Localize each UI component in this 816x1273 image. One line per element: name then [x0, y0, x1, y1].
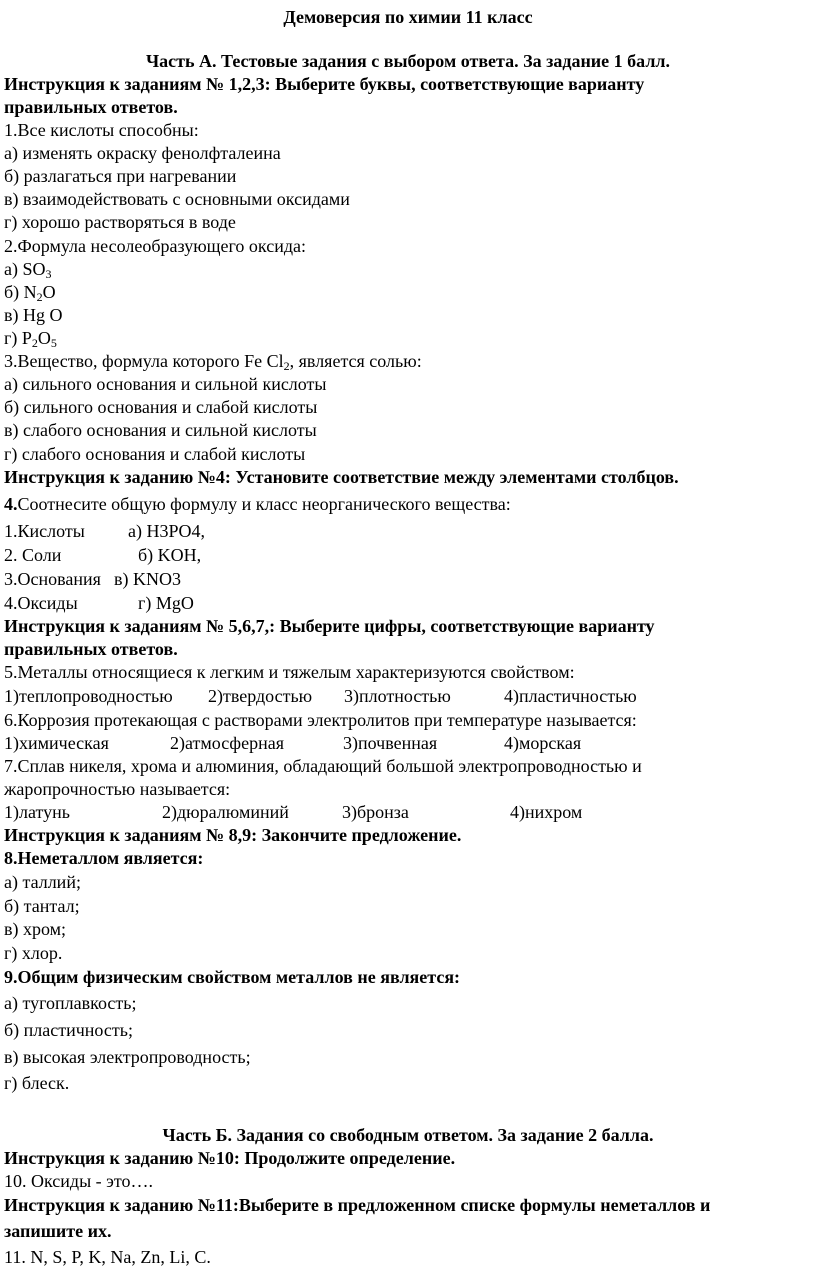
question-11: 11. N, S, P, K, Na, Zn, Li, C.	[4, 1247, 211, 1267]
question-9: 9.Общим физическим свойством металлов не является:	[4, 967, 461, 987]
q4-row-2: 2. Соли б) KOH,	[4, 545, 202, 565]
instruction-8-9: Инструкция к заданиям № 8,9: Закончите предложение.	[4, 825, 462, 845]
q8-option-d: г) хлор.	[4, 943, 63, 963]
q7-options: 1)латунь 2)дюралюминий 3)бронза 4)нихром	[4, 802, 583, 822]
question-1: 1.Все кислоты способны:	[4, 120, 199, 140]
document-title: Демоверсия по химии 11 класс	[283, 7, 533, 27]
q5-options: 1)теплопроводностью 2)твердостью 3)плотностью 4)пластичностью	[4, 686, 637, 706]
question-4: 4.Соотнесите общую формулу и класс неорганического вещества:	[4, 494, 511, 514]
question-6: 6.Коррозия протекающая с растворами электролитов при температуре называется:	[4, 710, 637, 730]
instruction-1-3: Инструкция к заданиям № 1,2,3: Выберите буквы, соответствующие варианту	[4, 74, 645, 94]
question-7: 7.Сплав никеля, хрома и алюминия, обладающий большой электропроводностью и	[4, 756, 642, 776]
q2-option-d: г) $P_2O_5$	[4, 328, 57, 350]
question-5: 5.Металлы относящиеся к легким и тяжелым характеризуются свойством:	[4, 662, 575, 682]
q1-option-b: б) разлагаться при нагревании	[4, 166, 237, 186]
q9-option-d: г) блеск.	[4, 1073, 70, 1093]
question-3: 3.Вещество, формула которого Fe $Cl_2$, является солью:	[4, 351, 422, 373]
instruction-10: Инструкция к заданию №10: Продолжите определение.	[4, 1148, 456, 1168]
q3-option-d: г) слабого основания и слабой кислоты	[4, 444, 306, 464]
instruction-5-7-cont: правильных ответов.	[4, 639, 178, 659]
question-2: 2.Формула несолеобразующего оксида:	[4, 236, 306, 256]
q2-option-a: а) $SO_3$	[4, 259, 52, 281]
q3-option-a: а) сильного основания и сильной кислоты	[4, 374, 327, 394]
q9-option-a: а) тугоплавкость;	[4, 993, 137, 1013]
q8-option-b: б) тантал;	[4, 896, 80, 916]
q8-option-c: в) хром;	[4, 919, 67, 939]
instruction-5-7: Инструкция к заданиям № 5,6,7,: Выберите цифры, соответствующие варианту	[4, 616, 655, 636]
q6-options: 1)химическая 2)атмосферная 3)почвенная 4)морская	[4, 733, 582, 753]
question-8: 8.Неметаллом является:	[4, 848, 204, 868]
instruction-4: Инструкция к заданию №4: Установите соответствие между элементами столбцов.	[4, 467, 679, 487]
q1-option-c: в) взаимодействовать с основными оксидами	[4, 189, 350, 209]
part-a-header: Часть А. Тестовые задания с выбором ответа. За задание 1 балл.	[145, 51, 671, 71]
instruction-11: Инструкция к заданию №11:Выберите в предложенном списке формулы неметаллов и	[4, 1195, 711, 1215]
q2-option-b: б) $N_2O$	[4, 282, 56, 304]
q4-row-4: 4.Оксиды г) MgO	[4, 593, 194, 613]
q1-option-d: г) хорошо растворяться в воде	[4, 212, 236, 232]
instruction-1-3-cont: правильных ответов.	[4, 97, 178, 117]
q3-option-b: б) сильного основания и слабой кислоты	[4, 397, 318, 417]
instruction-11-cont: запишите их.	[4, 1221, 112, 1241]
q1-option-a: а) изменять окраску фенолфталеина	[4, 143, 281, 163]
q9-option-c: в) высокая электропроводность;	[4, 1047, 251, 1067]
q9-option-b: б) пластичность;	[4, 1020, 133, 1040]
q4-row-1: 1.Кислоты а) H3PO4,	[4, 521, 205, 541]
question-10: 10. Оксиды - это….	[4, 1171, 154, 1191]
question-7-cont: жаропрочностью называется:	[4, 779, 231, 799]
q4-row-3: 3.Основания в) KNO3	[4, 569, 181, 589]
part-b-header: Часть Б. Задания со свободным ответом. За задание 2 балла.	[162, 1125, 654, 1145]
q3-option-c: в) слабого основания и сильной кислоты	[4, 420, 317, 440]
q8-option-a: а) таллий;	[4, 872, 81, 892]
q2-option-c: в) Hg O	[4, 305, 63, 325]
